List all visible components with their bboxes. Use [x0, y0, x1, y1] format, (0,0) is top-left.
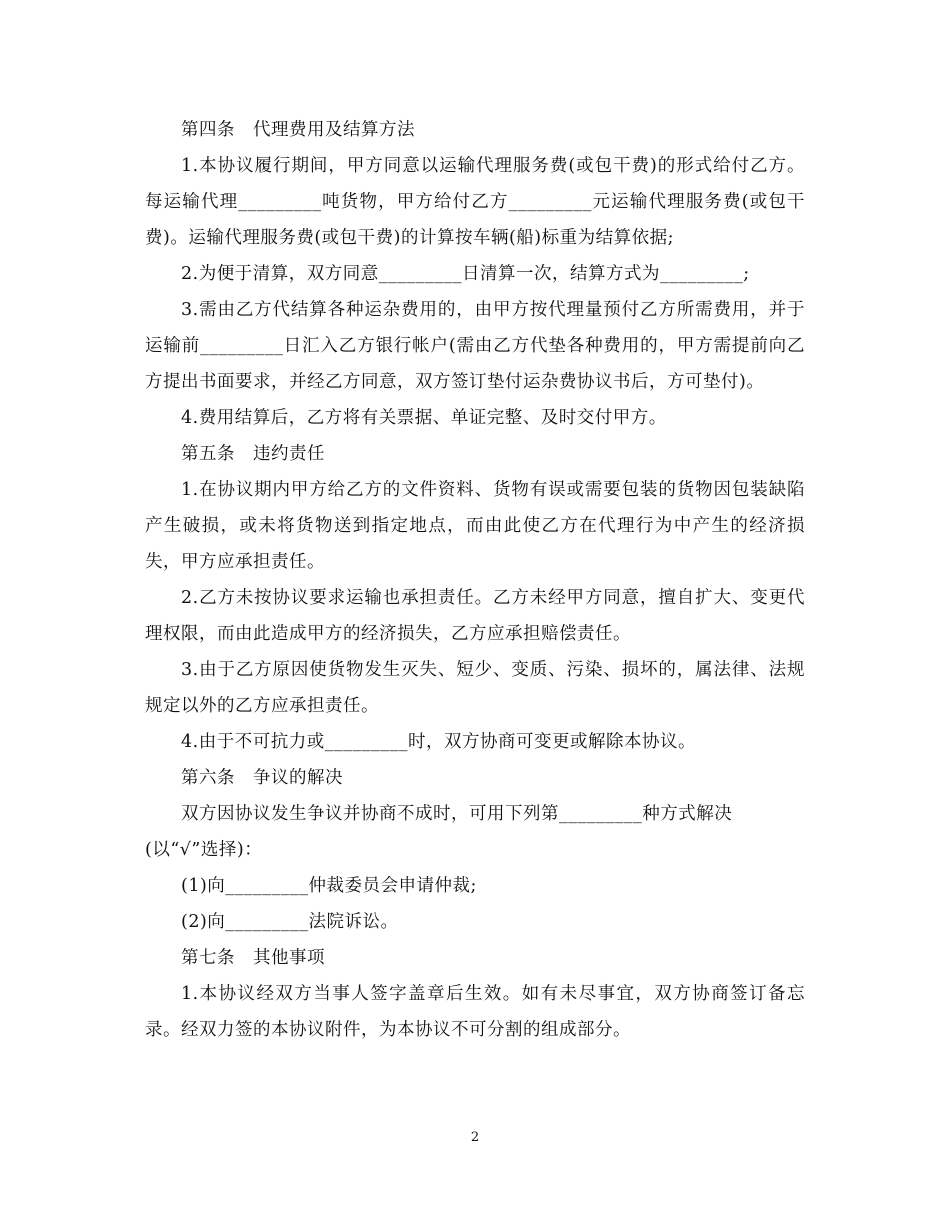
page-number: 2	[470, 1130, 480, 1145]
document-body	[145, 112, 805, 1048]
article-4-clause-2: 2.为便于清算，双方同意_________日清算一次，结算方式为_________;	[181, 264, 750, 284]
article-5-clause-1: 1.在协议期内甲方给乙方的文件资料、货物有误或需要包装的货物因包装缺陷产生破损，或未将货物送到指定地点，而由此使乙方在代理行为中产生的经济损失，甲方应承担责任。	[145, 480, 805, 572]
article-5-clause-2: 2.乙方未按协议要求运输也承担责任。乙方未经甲方同意，擅自扩大、变更代理权限，而由此造成甲方的经济损失，乙方应承担赔偿责任。	[145, 588, 805, 644]
article-5-clause-3: 3.由于乙方原因使货物发生灭失、短少、变质、污染、损坏的，属法律、法规规定以外的乙方应承担责任。	[145, 660, 805, 716]
article-6-option-1: (1)向_________仲裁委员会申请仲裁;	[181, 876, 477, 896]
article-6-body-continued: (以“√”选择)：	[145, 840, 263, 860]
article-6-heading: 第六条 争议的解决	[181, 768, 343, 788]
article-7-clause-1: 1.本协议经双方当事人签字盖章后生效。如有未尽事宜，双方协商签订备忘录。经双力签的本协议附件，为本协议不可分割的组成部分。	[145, 984, 805, 1040]
article-6-body: 双方因协议发生争议并协商不成时，可用下列第_________种方式解决	[181, 804, 733, 824]
article-4-clause-1: 1.本协议履行期间，甲方同意以运输代理服务费(或包干费)的形式给付乙方。每运输代理_________吨货物，甲方给付乙方_________元运输代理服务费(或包干费)。运输代理服务费(或包干费)的计算按车辆(船)标重为结算依据;	[145, 156, 805, 248]
article-4-clause-4: 4.费用结算后，乙方将有关票据、单证完整、及时交付甲方。	[181, 408, 667, 428]
article-4-clause-3: 3.需由乙方代结算各种运杂费用的，由甲方按代理量预付乙方所需费用，并于运输前_________日汇入乙方银行帐户(需由乙方代垫各种费用的，甲方需提前向乙方提出书面要求，并经乙方同意，双方签订垫付运杂费协议书后，方可垫付)。	[145, 300, 805, 392]
article-5-clause-4: 4.由于不可抗力或_________时，双方协商可变更或解除本协议。	[181, 732, 696, 752]
article-4-heading: 第四条 代理费用及结算方法	[181, 120, 415, 140]
article-7-heading: 第七条 其他事项	[181, 948, 325, 968]
article-6-option-2: (2)向_________法院诉讼。	[181, 912, 399, 932]
article-5-heading: 第五条 违约责任	[181, 444, 325, 464]
